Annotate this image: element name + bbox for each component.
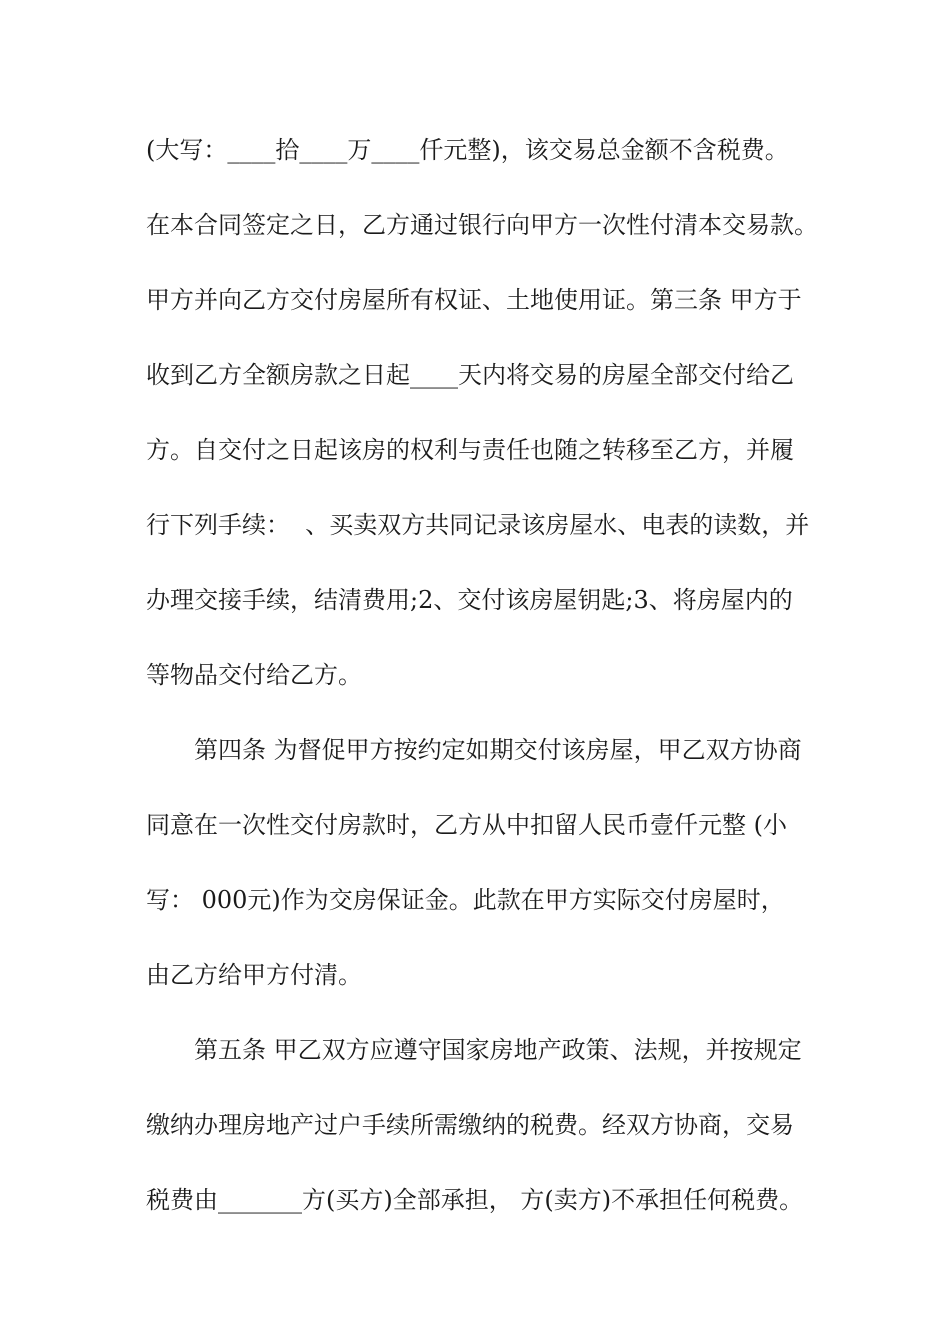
text-line-10: 同意在一次性交付房款时，乙方从中扣留人民币壹仟元整 (小 — [146, 811, 787, 839]
text-line-4: 收到乙方全额房款之日起____天内将交易的房屋全部交付给乙 — [146, 361, 794, 389]
article-4-heading-line: 第四条 为督促甲方按约定如期交付该房屋，甲乙双方协商 — [194, 736, 802, 764]
text-line-15: 税费由_______方(买方)全部承担， 方(卖方)不承担任何税费。 — [146, 1186, 804, 1214]
text-line-14: 缴纳办理房地产过户手续所需缴纳的税费。经双方协商，交易 — [146, 1111, 794, 1139]
text-line-2: 在本合同签定之日，乙方通过银行向甲方一次性付清本交易款。 — [146, 211, 818, 239]
text-line-3: 甲方并向乙方交付房屋所有权证、土地使用证。第三条 甲方于 — [146, 286, 802, 314]
text-line-11: 写： 000元)作为交房保证金。此款在甲方实际交付房屋时， — [146, 886, 785, 914]
text-line-1: (大写：____拾____万____仟元整)，该交易总金额不含税费。 — [146, 136, 789, 164]
text-line-5: 方。自交付之日起该房的权利与责任也随之转移至乙方，并履 — [146, 436, 794, 464]
text-line-8: 等物品交付给乙方。 — [146, 661, 362, 689]
text-line-7: 办理交接手续，结清费用;2、交付该房屋钥匙;3、将房屋内的 — [146, 586, 793, 614]
article-5-heading-line: 第五条 甲乙双方应遵守国家房地产政策、法规，并按规定 — [194, 1036, 802, 1064]
text-line-6: 行下列手续： 、买卖双方共同记录该房屋水、电表的读数，并 — [146, 511, 810, 539]
text-line-12: 由乙方给甲方付清。 — [146, 961, 362, 989]
